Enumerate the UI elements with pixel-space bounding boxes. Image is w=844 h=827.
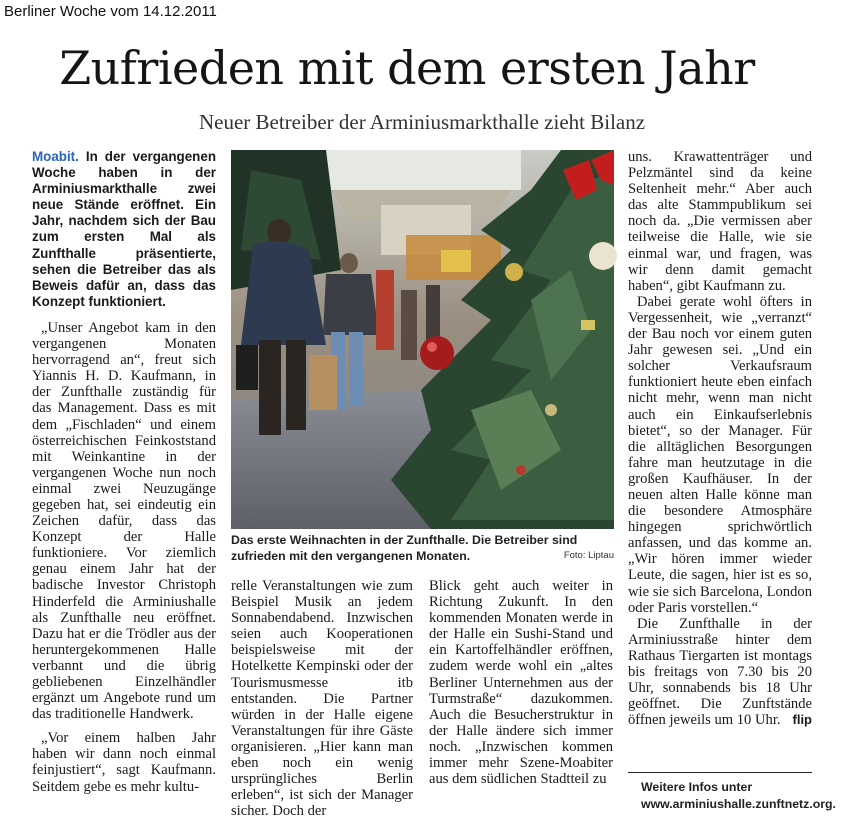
source-line: Berliner Woche vom 14.12.2011	[4, 3, 217, 20]
body-paragraph: uns. Krawattenträger und Pelzmäntel sind da keine Seltenheit mehr.“ Aber auch das alte Stammpublikum sei noch da. „Die vermissen aber teilweise die Halle, wie sie einmal war, und fragen, was wir denn damit gemacht haben“, gibt Kaufmann zu.	[628, 149, 812, 294]
body-paragraph: Blick geht auch weiter in Richtung Zukunft. In den kommenden Monaten werde in der Halle ein Sushi-Stand und ein Kartoffelhändler eröffnen, zudem werde wohl ein „altes Berliner Unternehmen aus der Turmstraße“ dazukommen. Auch die Besucherstruktur in der Halle ändere sich immer noch. „Inzwischen kommen immer mehr Szene-Moabiter aus dem südlichen Stadtteil zu	[429, 578, 613, 788]
article-column-1	[32, 149, 216, 795]
info-divider	[628, 772, 812, 773]
photo-credit: Foto: Liptau	[563, 550, 614, 561]
dateline: Moabit.	[32, 149, 79, 164]
body-paragraph: „Unser Angebot kam in den vergangenen Monaten hervorragend an“, freut sich Yiannis H. D. Kaufmann, in der Zunfthalle zuständig für das Management. Dass es mit dem „Fischladen“ und einem österreichischen Feinkoststand mit Weinkantine in der vergangenen Woche nun noch einmal zwei Neuzugänge gegeben hat, sei eindeutig ein Zeichen dafür, dass das Konzept der Halle funktioniere. Vor ziemlich genau einem Jahr hat der badische Investor Christoph Hinderfeld die Arminiushalle als Zunfthalle neu eröffnet. Dazu hat er die Trödler aus der heruntergekommenen Halle verbannt und die übrig gebliebenen Einzelhändler ergänzt um Angebote rund um das traditionelle Handwerk.	[32, 319, 216, 723]
info-box: Weitere Infos unter www.arminiushalle.zunftnetz.org.	[641, 780, 836, 811]
body-paragraph: relle Veranstaltungen wie zum Beispiel Musik an jedem Sonnabendabend. Inzwischen seien auch Kooperationen beispielsweise mit der Hotelkette Kempinski oder der Tourismusmesse itb entstanden. Die Partner würden in der Halle eigene Veranstaltungen für ihre Gäste organisieren. „Hier kann man eben noch ein wenig ursprüngliches Berlin erleben“, ist sich der Manager sicher. Doch der	[231, 578, 413, 820]
body-paragraph: Dabei gerate wohl öfters in Vergessenheit, wie „verranzt“ der Bau noch vor einem guten Jahr gewesen sei. „Und ein solcher Verkaufsraum funktioniert heute eben einfach nicht mehr, wenn man nicht auch ein Einkaufserlebnis bietet“, so der Manager. Für die alltäglichen Besorgungen fahre man heutzutage in die großen Kaufhäuser. In der neuen alten Halle könne man die besondere Atmosphäre hingegen sprichwörtlich anfassen, und das komme an. „Wir hören immer wieder Leute, die sagen, hier ist es so, wie sie sich Barcelona, London oder Paris vorstellen.“	[628, 293, 812, 616]
body-paragraph	[628, 616, 812, 729]
christmas-market-photo	[231, 150, 614, 529]
article-column-3	[429, 578, 613, 787]
body-paragraph: „Vor einem halben Jahr haben wir dann noch einmal feinjustiert“, sagt Kaufmann. Seitdem gebe es mehr kultu-	[32, 730, 216, 795]
subheadline: Neuer Betreiber der Arminiusmarkthalle zieht Bilanz	[198, 110, 646, 134]
article-column-4	[628, 149, 812, 728]
caption-text: Das erste Weihnachten in der Zunfthalle. Die Betreiber sind zufrieden mit den vergangenen Monaten.	[231, 533, 578, 563]
article-column-2	[231, 578, 413, 819]
market-hall-photo	[231, 150, 614, 529]
closing-text: Die Zunfthalle in der Arminiusstraße hinter dem Rathaus Tiergarten ist montags bis freitags von 7.30 bis 20 Uhr, sonnabends bis 18 Uhr geöffnet. Die Zunftstände öffnen jeweils um 10 Uhr.	[628, 615, 812, 729]
photo-caption	[231, 532, 614, 564]
lead-paragraph	[32, 149, 216, 310]
author-byline: flip	[792, 712, 812, 728]
lead-text: In der vergangenen Woche haben in der Arminiusmarkthalle zwei neue Stände eröffnet. Ein Jahr, nachdem sich der Bau zum ersten Mal als Zunfthalle präsentierte, sehen die Betreiber das als Beweis dafür an, dass das Konzept funktioniert.	[32, 149, 216, 309]
headline: Zufrieden mit dem ersten Jahr	[59, 41, 755, 95]
